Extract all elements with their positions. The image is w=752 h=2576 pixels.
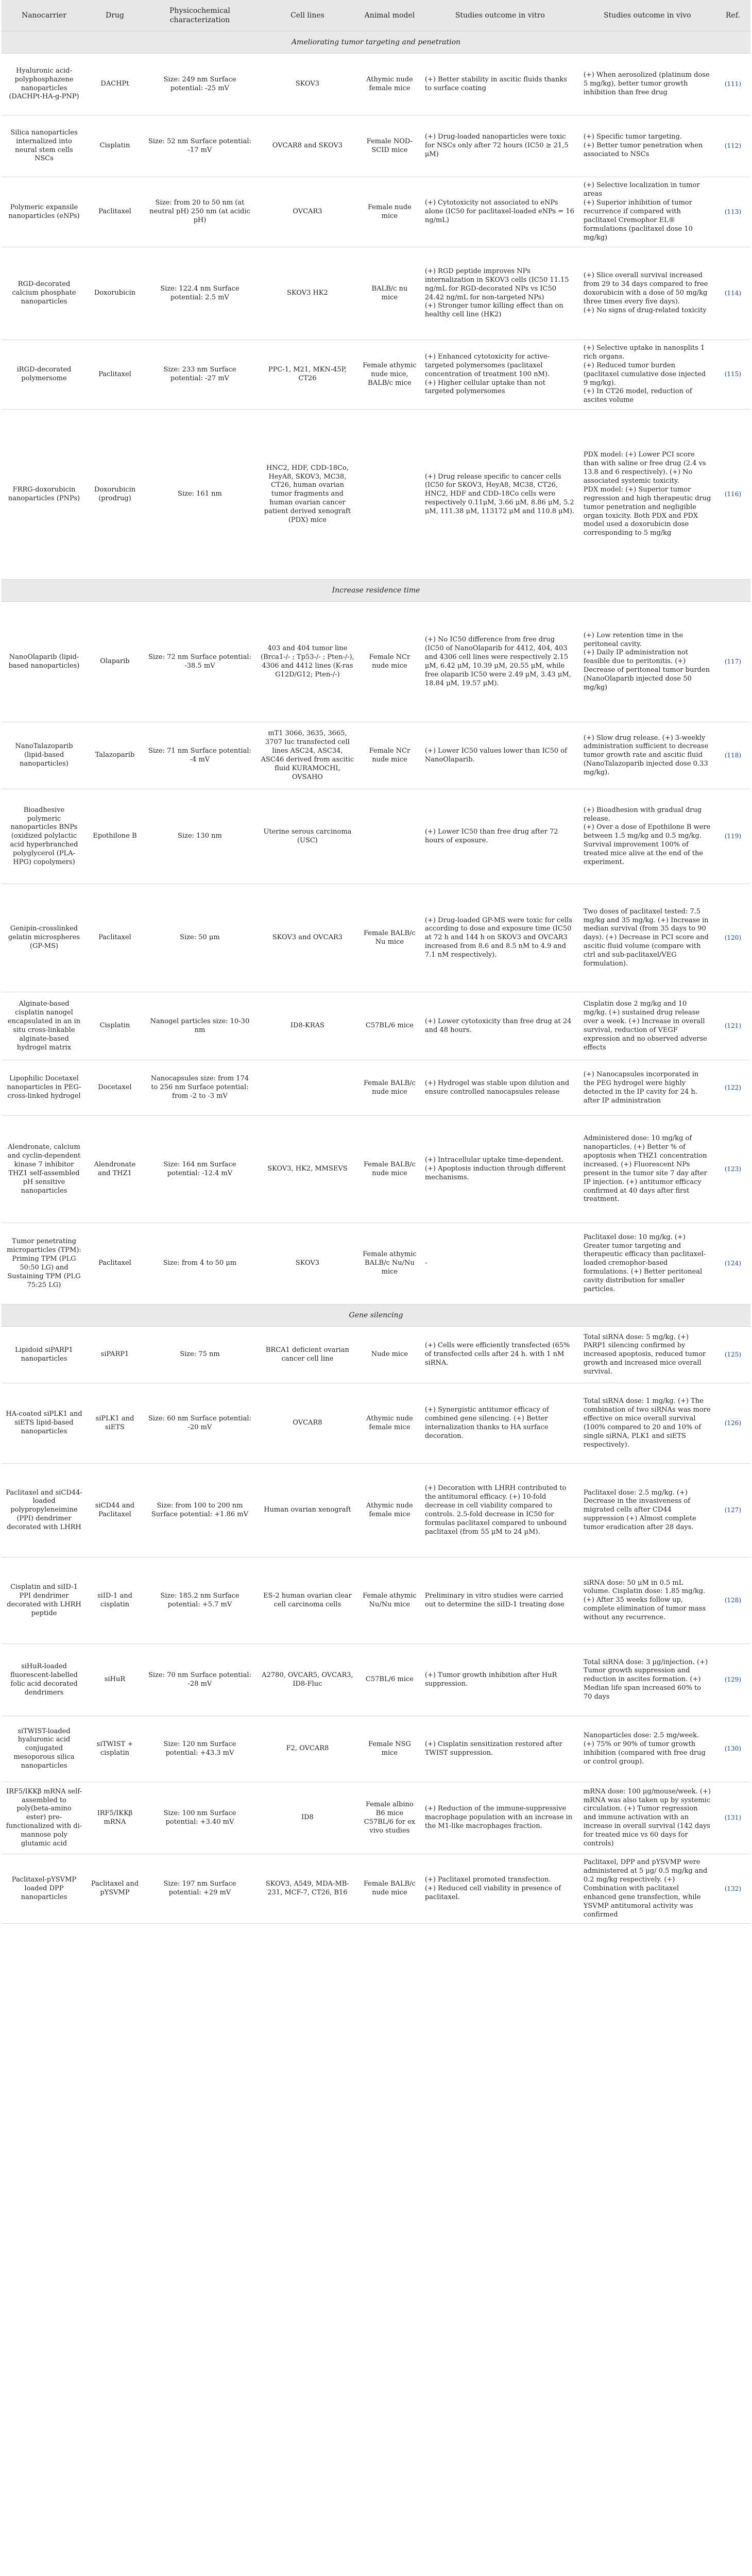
- in-vivo-cell: [579, 1557, 715, 1644]
- cell-line: Size: 70 nm Surface potential: -28 mV: [148, 1671, 251, 1688]
- cell-line: (+) Bioadhesion with gradual drug release.: [583, 806, 702, 823]
- reference-cell: (131): [715, 1782, 750, 1854]
- reference-cell: (129): [715, 1644, 750, 1716]
- table-row: [2, 1060, 750, 1116]
- cell-line: Size: 52 nm Surface potential: -17 mV: [148, 137, 251, 154]
- in-vivo-cell: [579, 722, 715, 789]
- reference-cell: (113): [715, 177, 750, 247]
- cell-line: (+) Lower IC50 values lower than IC50 of NanoOlaparib.: [424, 747, 567, 764]
- cell-lines-cell: OVCAR8 and SKOV3: [257, 115, 358, 177]
- physicochemical-cell: [143, 115, 257, 177]
- table-body: [2, 31, 750, 1924]
- in-vivo-cell: [579, 1223, 715, 1304]
- in-vivo-cell: [579, 177, 715, 247]
- section-title: Increase residence time: [2, 580, 750, 602]
- reference-cell: (125): [715, 1327, 750, 1383]
- table-row: [2, 722, 750, 789]
- animal-model-cell: C57BL/6 mice: [358, 992, 421, 1060]
- in-vivo-cell: [579, 410, 715, 580]
- table-row: [2, 1716, 750, 1782]
- in-vitro-cell: [421, 1383, 579, 1464]
- table-row: [2, 1223, 750, 1304]
- reference-cell: (124): [715, 1223, 750, 1304]
- in-vivo-cell: [579, 247, 715, 340]
- cell-lines-cell: ID8-KRAS: [257, 992, 358, 1060]
- animal-model-cell: Female NOD-SCID mice: [358, 115, 421, 177]
- drug-cell: Cisplatin: [87, 115, 143, 177]
- table-row: [2, 177, 750, 247]
- nanocarrier-cell: Cisplatin and siID-1 PPI dendrimer decorated with LHRH peptide: [2, 1557, 87, 1644]
- in-vitro-cell: [421, 789, 579, 884]
- cell-line: (+) Apoptosis induction through different mechanisms.: [424, 1165, 566, 1182]
- section-header-row: [2, 1304, 750, 1327]
- physicochemical-cell: [143, 602, 257, 722]
- animal-model-cell: Female athymic BALB/c Nu/Nu mice: [358, 1223, 421, 1304]
- cell-line: (+) Low retention time in the peritoneal cavity.: [583, 631, 683, 648]
- nanocarrier-cell: NanoTalazoparib (lipid-based nanoparticles): [2, 722, 87, 789]
- in-vivo-cell: [579, 1716, 715, 1782]
- column-header: Studies outcome in vivo: [579, 0, 715, 31]
- cell-line: PDX model: (+) Superior tumor regression and high therapeutic drug tumor penetration and negligible organ toxicity. Both PDX and PDX model used a doxorubicin dose corresponding to 5 mg/kg: [583, 485, 711, 537]
- cell-line: (+) No IC50 difference from free drug (IC50 of NanoOlaparib for 4412, 404, 403 and 4306 cell lines were respectively 2.15 μM, 6.42 μM, 10.39 μM, 20.55 μM, while free olaparib IC50 were 2.49 μM, 3.43 μM, 18.84 μM, 19.57 μM).: [424, 636, 571, 687]
- cell-line: Total siRNA dose: 1 mg/kg. (+) The combination of two siRNAs was more effective on mice overall survival (100% compared to 20 and 10% of single siRNA, PLK1 and siETS respectively).: [583, 1397, 711, 1449]
- cell-lines-cell: ES-2 human ovarian clear cell carcinoma cells: [257, 1557, 358, 1644]
- in-vitro-cell: [421, 247, 579, 340]
- in-vitro-cell: [421, 1854, 579, 1924]
- drug-cell: Paclitaxel: [87, 177, 143, 247]
- reference-cell: (130): [715, 1716, 750, 1782]
- cell-lines-cell: mT1 3066, 3635, 3665, 3707 luc transfected cell lines ASC24, ASC34, ASC46 derived from ascitic fluid KURAMOCHI, OVSAHO: [257, 722, 358, 789]
- drug-cell: DACHPt: [87, 54, 143, 115]
- cell-line: -: [424, 1259, 428, 1267]
- nanocarrier-cell: Polymeric expansile nanoparticles (eNPs): [2, 177, 87, 247]
- cell-line: Total siRNA dose: 5 mg/kg. (+) PARP1 silencing confirmed by increased apoptosis, reduced tumor growth and increased mice overall survival.: [583, 1333, 706, 1376]
- drug-cell: Epothilone B: [87, 789, 143, 884]
- reference-cell: (121): [715, 992, 750, 1060]
- table-row: [2, 247, 750, 340]
- column-header: Physicochemical characterization: [143, 0, 257, 31]
- cell-line: Size: from 4 to 50 μm: [163, 1259, 237, 1267]
- drug-cell: Paclitaxel: [87, 1223, 143, 1304]
- drug-cell: siPARP1: [87, 1327, 143, 1383]
- physicochemical-cell: [143, 1060, 257, 1116]
- nanocarrier-cell: Paclitaxel-pYSVMP loaded DPP nanoparticles: [2, 1854, 87, 1924]
- in-vitro-cell: [421, 884, 579, 992]
- nanocarrier-cell: siTWIST-loaded hyaluronic acid conjugated mesoporous silica nanoparticles: [2, 1716, 87, 1782]
- table-row: [2, 992, 750, 1060]
- animal-model-cell: [358, 410, 421, 580]
- in-vivo-cell: [579, 115, 715, 177]
- in-vitro-cell: [421, 1644, 579, 1716]
- cell-line: Size: 122.4 nm Surface potential: 2.5 mV: [160, 284, 240, 301]
- cell-line: (+) When aerosolized (platinum dose 5 mg/kg), better tumor growth inhibition than free drug: [583, 71, 710, 96]
- reference-cell: (128): [715, 1557, 750, 1644]
- cell-line: (+) Drug-loaded nanoparticles were toxic for NSCs only after 72 hours (IC50 ≥ 21,5 μM): [424, 133, 569, 158]
- cell-line: (+) Reduced cell viability in presence of paclitaxel.: [424, 1884, 561, 1901]
- cell-line: (+) Slow drug release. (+) 3-weekly administration sufficient to decrease tumor growth rate and ascitic fluid (NanoTalazoparib injected dose 0.33 mg/kg).: [583, 734, 709, 777]
- in-vitro-cell: [421, 1060, 579, 1116]
- cell-line: (+) Nanocapsules incorporated in the PEG hydrogel were highly detected in the IP cavity for 24 h. after IP administration: [583, 1070, 699, 1105]
- cell-line: (+) Cisplatin sensitization restored after TWIST suppression.: [424, 1740, 562, 1757]
- in-vitro-cell: [421, 1782, 579, 1854]
- table-row: [2, 1116, 750, 1223]
- cell-line: Size: 164 nm Surface potential: -12.4 mV: [163, 1160, 236, 1177]
- cell-line: PDX model: (+) Lower PCI score than with saline or free drug (2.4 vs 13.8 and 6 respectively). (+) No associated systemic toxicity.: [583, 451, 706, 485]
- physicochemical-cell: [143, 247, 257, 340]
- in-vivo-cell: [579, 602, 715, 722]
- table-row: [2, 1644, 750, 1716]
- cell-line: (+) Better stability in ascitic fluids thanks to surface coating: [424, 75, 567, 92]
- physicochemical-cell: [143, 1854, 257, 1924]
- nanocarrier-cell: Hyaluronic acid-polyphosphazene nanoparticles (DACHPt-HA-g-PNP): [2, 54, 87, 115]
- animal-model-cell: Female BALB/c nude mice: [358, 1854, 421, 1924]
- drug-cell: siHuR: [87, 1644, 143, 1716]
- cell-lines-cell: OVCAR3: [257, 177, 358, 247]
- physicochemical-cell: [143, 1557, 257, 1644]
- drug-cell: Doxorubicin (prodrug): [87, 410, 143, 580]
- animal-model-cell: Athymic nude female mice: [358, 1383, 421, 1464]
- cell-line: Size: 120 nm Surface potential: +43.3 mV: [163, 1740, 236, 1757]
- in-vivo-cell: [579, 1644, 715, 1716]
- cell-line: Two doses of paclitaxel tested: 7.5 mg/kg and 35 mg/kg. (+) Increase in median survival (from 35 days to 90 days). (+) Decrease in PCI score and ascitic fluid volume (compare with ctrl and sub-paclitaxel/VEG formulation).: [583, 907, 709, 968]
- in-vitro-cell: [421, 602, 579, 722]
- nanocarrier-cell: Tumor penetrating microparticles (TPM): Priming TPM (PLG 50:50 LG) and Sustaining TPM (PLG 75:25 LG): [2, 1223, 87, 1304]
- column-header: Cell lines: [257, 0, 358, 31]
- reference-cell: (123): [715, 1116, 750, 1223]
- reference-cell: (126): [715, 1383, 750, 1464]
- reference-cell: (111): [715, 54, 750, 115]
- animal-model-cell: C57BL/6 mice: [358, 1644, 421, 1716]
- drug-cell: Olaparib: [87, 602, 143, 722]
- nanocarrier-cell: FRRG-doxorubicin nanoparticles (PNPs): [2, 410, 87, 580]
- nanocarrier-cell: RGD-decorated calcium phosphate nanoparticles: [2, 247, 87, 340]
- table-row: [2, 1464, 750, 1557]
- column-header: Nanocarrier: [2, 0, 87, 31]
- in-vitro-cell: [421, 54, 579, 115]
- nanocarrier-cell: HA-coated siPLK1 and siETS lipid-based nanoparticles: [2, 1383, 87, 1464]
- in-vivo-cell: [579, 340, 715, 410]
- physicochemical-cell: [143, 722, 257, 789]
- nanocarrier-cell: Genipin-crosslinked gelatin microspheres (GP-MS): [2, 884, 87, 992]
- in-vitro-cell: [421, 992, 579, 1060]
- cell-line: Size: 233 nm Surface potential: -27 mV: [163, 366, 236, 383]
- in-vivo-cell: [579, 54, 715, 115]
- nanocarrier-cell: iRGD-decorated polymersome: [2, 340, 87, 410]
- cell-line: Size: 197 nm Surface potential: +29 mV: [163, 1880, 236, 1897]
- animal-model-cell: Female NCr nude mice: [358, 602, 421, 722]
- animal-model-cell: Athymic nude female mice: [358, 54, 421, 115]
- table-row: [2, 115, 750, 177]
- animal-model-cell: Female BALB/c nude mice: [358, 1116, 421, 1223]
- reference-cell: (112): [715, 115, 750, 177]
- drug-cell: Cisplatin: [87, 992, 143, 1060]
- table-row: [2, 1383, 750, 1464]
- cell-lines-cell: BRCA1 deficient ovarian cancer cell line: [257, 1327, 358, 1383]
- cell-line: (+) Tumor growth inhibition after HuR suppression.: [424, 1671, 557, 1688]
- cell-line: (+) Superior inhibition of tumor recurrence if compared with paclitaxel Cremophor EL® formulations (paclitaxel dose 10 mg/kg): [583, 199, 693, 242]
- section-title: Ameliorating tumor targeting and penetration: [2, 31, 750, 54]
- cell-lines-cell: SKOV3 HK2: [257, 247, 358, 340]
- nanocarrier-cell: Silica nanoparticles internalized into neural stem cells NSCs: [2, 115, 87, 177]
- cell-line: (+) Slice overall survival increased from 29 to 34 days compared to free doxorubicin with a dose of 50 mg/kg three times every five days).: [583, 272, 708, 306]
- table-row: [2, 884, 750, 992]
- table-row: [2, 410, 750, 580]
- table-row: [2, 1557, 750, 1644]
- reference-cell: (120): [715, 884, 750, 992]
- cell-line: Total siRNA dose: 3 µg/injection. (+) Tumor growth suppression and reduction in ascites formation. (+) Median life span increased 60% to 70 days: [583, 1658, 708, 1701]
- cell-lines-cell: SKOV3 and OVCAR3: [257, 884, 358, 992]
- cell-line: Size: 71 nm Surface potential: -4 mV: [148, 747, 251, 764]
- cell-lines-cell: OVCAR8: [257, 1383, 358, 1464]
- reference-cell: (115): [715, 340, 750, 410]
- in-vitro-cell: [421, 722, 579, 789]
- cell-lines-cell: [257, 1060, 358, 1116]
- table-row: [2, 340, 750, 410]
- in-vivo-cell: [579, 1060, 715, 1116]
- cell-line: (+) Reduced tumor burden (paclitaxel cumulative dose injected 9 mg/kg).: [583, 361, 706, 387]
- in-vivo-cell: [579, 1383, 715, 1464]
- animal-model-cell: [358, 789, 421, 884]
- cell-lines-cell: Uterine serous carcinoma (USC): [257, 789, 358, 884]
- cell-line: Size: 100 nm Surface potential: +3.40 mV: [163, 1809, 236, 1826]
- cell-line: Preliminary in vitro studies were carried out to determine the siID-1 treating dose: [424, 1591, 565, 1608]
- table-row: [2, 1782, 750, 1854]
- cell-line: (+) Cytotoxicity not associated to eNPs alone (IC50 for paclitaxel-loaded eNPs = 16 ng/mL): [424, 199, 574, 224]
- drug-cell: Talazoparib: [87, 722, 143, 789]
- cell-line: Size: 72 nm Surface potential: -38.5 mV: [148, 653, 251, 670]
- in-vitro-cell: [421, 1116, 579, 1223]
- cell-line: Size: 60 nm Surface potential: -20 mV: [148, 1414, 251, 1431]
- in-vitro-cell: [421, 1464, 579, 1557]
- nanocarrier-cell: NanoOlaparib (lipid-based nanoparticles): [2, 602, 87, 722]
- cell-line: mRNA dose: 100 μg/mouse/week. (+) mRNA was also taken up by systemic circulation. (+) Tumor regression and immune activation with an increase in overall survival (142 days for treated mice vs 60 days for controls): [583, 1787, 711, 1848]
- drug-cell: Paclitaxel: [87, 884, 143, 992]
- in-vitro-cell: [421, 177, 579, 247]
- cell-line: Size: from 100 to 200 nm Surface potential: +1.86 mV: [151, 1501, 248, 1518]
- in-vitro-cell: [421, 1557, 579, 1644]
- cell-line: (+) Paclitaxel promoted transfection.: [424, 1876, 551, 1884]
- cell-line: (+) Specific tumor targeting.: [583, 133, 682, 141]
- cell-line: Size: 130 nm: [178, 832, 222, 840]
- table-row: [2, 789, 750, 884]
- reference-cell: (127): [715, 1464, 750, 1557]
- in-vivo-cell: [579, 992, 715, 1060]
- in-vivo-cell: [579, 1464, 715, 1557]
- in-vitro-cell: [421, 340, 579, 410]
- animal-model-cell: Female athymic Nu/Nu mice: [358, 1557, 421, 1644]
- physicochemical-cell: [143, 992, 257, 1060]
- physicochemical-cell: [143, 1782, 257, 1854]
- nanocarrier-cell: Lipophilic Docetaxel nanoparticles in PEG-cross-linked hydrogel: [2, 1060, 87, 1116]
- in-vitro-cell: [421, 1223, 579, 1304]
- header-row: [2, 0, 750, 31]
- cell-line: Size: 50 μm: [180, 934, 220, 942]
- table-row: [2, 54, 750, 115]
- drug-cell: Paclitaxel: [87, 340, 143, 410]
- cell-lines-cell: SKOV3, HK2, MMSEVS: [257, 1116, 358, 1223]
- in-vivo-cell: [579, 1116, 715, 1223]
- physicochemical-cell: [143, 1644, 257, 1716]
- physicochemical-cell: [143, 1464, 257, 1557]
- in-vitro-cell: [421, 1716, 579, 1782]
- animal-model-cell: Athymic nude female mice: [358, 1464, 421, 1557]
- column-header: Animal model: [358, 0, 421, 31]
- nanocarrier-cell: IRF5/IKKβ mRNA self-assembled to poly(beta-amino ester) pre-functionalized with di-mannose poly glutamic acid: [2, 1782, 87, 1854]
- cell-line: (+) Enhanced cytotoxicity for active-targeted polymersomes (paclitaxel concentration of treatment 100 nM).: [424, 352, 550, 378]
- cell-line: Size: 185.2 nm Surface potential: +5.7 mV: [160, 1591, 240, 1608]
- drug-cell: siCD44 and Paclitaxel: [87, 1464, 143, 1557]
- physicochemical-cell: [143, 789, 257, 884]
- in-vivo-cell: [579, 1327, 715, 1383]
- cell-line: Paclitaxel dose: 2.5 mg/kg. (+) Decrease in the invasiveness of migrated cells after CD44 suppression (+) Almost complete tumor eradication after 28 days.: [583, 1488, 696, 1532]
- cell-line: (+) Lower cytotoxicity than free drug at 24 and 48 hours.: [424, 1017, 572, 1034]
- drug-cell: Paclitaxel and pYSVMP: [87, 1854, 143, 1924]
- physicochemical-cell: [143, 1716, 257, 1782]
- cell-line: (+) Drug-loaded GP-MS were toxic for cells according to dose and exposure time (IC50 at 72 h and 144 h on SKOV3 and OVCAR3 increased from 8.6 and 8.5 nM to 4.9 and 7.1 nM respectively).: [424, 916, 572, 959]
- cell-lines-cell: ID8: [257, 1782, 358, 1854]
- nanocarrier-cell: Alendronate, calcium and cyclin-dependent kinase 7 inhibitor THZ1 self-assembled pH sensitive nanoparticles: [2, 1116, 87, 1223]
- in-vitro-cell: [421, 410, 579, 580]
- reference-cell: (119): [715, 789, 750, 884]
- drug-cell: siTWIST + cisplatin: [87, 1716, 143, 1782]
- nanocarrier-cell: Lipidoid siPARP1 nanoparticles: [2, 1327, 87, 1383]
- cell-line: (+) RGD peptide improves NPs internalization in SKOV3 cells (IC50 11.15 ng/mL for RGD-decorated NPs vs IC50 24.42 ng/mL for non-targeted NPs): [424, 267, 569, 301]
- cell-line: (+) Cells were efficiently transfected (65% of transfected cells after 24 h. with 1 nM siRNA.: [424, 1342, 570, 1367]
- cell-line: (+) Daily IP administration not feasible due to peritonitis. (+) Decrease of peritoneal tumor burden (NanoOlaparib injected dose 50 mg/kg): [583, 649, 710, 691]
- cell-line: Cisplatin dose 2 mg/kg and 10 mg/kg. (+) sustained drug release over a week. (+) Increase in overall survival, reduction of VEGF expression and no observed adverse effects: [583, 1000, 707, 1052]
- column-header: Ref.: [715, 0, 750, 31]
- cell-line: Administered dose: 10 mg/kg of nanoparticles. (+) Better % of apoptosis when THZ1 concentration increased. (+) Fluorescent NPs present in the tumor site 7 day after IP injection. (+) antitumor efficacy confirmed at 40 days after first treatment.: [583, 1134, 707, 1204]
- cell-lines-cell: SKOV3, A549, MDA-MB-231, MCF-7, CT26, B16: [257, 1854, 358, 1924]
- reference-cell: (132): [715, 1854, 750, 1924]
- table-row: [2, 602, 750, 722]
- physicochemical-cell: [143, 54, 257, 115]
- reference-cell: (116): [715, 410, 750, 580]
- cell-line: (+) Stronger tumor killing effect than on healthy cell line (HK2): [424, 302, 563, 319]
- cell-line: (+) No signs of drug-related toxicity: [583, 306, 707, 314]
- drug-cell: Docetaxel: [87, 1060, 143, 1116]
- cell-line: (+) Hydrogel was stable upon dilution and ensure controlled nanocapsules release: [424, 1079, 570, 1096]
- in-vivo-cell: [579, 789, 715, 884]
- cell-line: Paclitaxel, DPP and pYSVMP were administered at 5 µg/ 0.5 mg/kg and 0.2 mg/kg respectively. (+) Combination with paclitaxel enhanced gene transfection, while YSVMP antitumoral activity was confirmed: [583, 1858, 708, 1919]
- cell-line: Nanocapsules size: from 174 to 256 nm Surface potential: from -2 to -3 mV: [150, 1075, 249, 1100]
- cell-line: Size: from 20 to 50 nm (at neutral pH) 250 nm (at acidic pH): [149, 199, 250, 224]
- drug-cell: Alendronate and THZ1: [87, 1116, 143, 1223]
- animal-model-cell: Female nude mice: [358, 177, 421, 247]
- cell-line: (+) Better tumor penetration when associated to NSCs: [583, 142, 703, 158]
- nanocarrier-table: [2, 0, 750, 1924]
- cell-line: Nanoparticles dose: 2.5 mg/week. (+) 75% or 90% of tumor growth inhibition (compared with free drug or control group).: [583, 1731, 706, 1766]
- physicochemical-cell: [143, 1383, 257, 1464]
- reference-cell: (114): [715, 247, 750, 340]
- cell-line: (+) Over a dose of Epothilone B were between 1.5 mg/kg and 0.5 mg/kg. Survival improvement 100% of treated mice alive at the end of the experiment.: [583, 823, 711, 866]
- animal-model-cell: Female NSG mice: [358, 1716, 421, 1782]
- drug-cell: siID-1 and cisplatin: [87, 1557, 143, 1644]
- cell-line: Paclitaxel dose: 10 mg/kg. (+) Greater tumor targeting and therapeutic efficacy than paclitaxel-loaded cremophor-based formulations. (+) Better peritoneal cavity distribution for smaller particles.: [583, 1233, 706, 1293]
- cell-line: (+) Selective localization in tumor areas: [583, 181, 700, 198]
- animal-model-cell: Female athymic nude mice, BALB/c mice: [358, 340, 421, 410]
- table-row: [2, 1854, 750, 1924]
- physicochemical-cell: [143, 884, 257, 992]
- cell-line: Nanogel particles size: 10-30 nm: [150, 1017, 250, 1034]
- animal-model-cell: Female BALB/c Nu mice: [358, 884, 421, 992]
- drug-cell: Doxorubicin: [87, 247, 143, 340]
- cell-line: siRNA dose: 50 μM in 0.5 mL volume. Cisplatin dose: 1.85 mg/kg. (+) After 35 weeks follow up, complete elimination of tumor mass without any recurrence.: [583, 1579, 706, 1622]
- cell-lines-cell: PPC-1, M21, MKN-45P, CT26: [257, 340, 358, 410]
- table-row: [2, 1327, 750, 1383]
- cell-lines-cell: A2780, OVCAR5, OVCAR3, ID8-Fluc: [257, 1644, 358, 1716]
- nanocarrier-cell: siHuR-loaded fluorescent-labelled folic acid decorated dendrimers: [2, 1644, 87, 1716]
- cell-line: (+) Intracellular uptake time-dependent.: [424, 1156, 563, 1164]
- section-header-row: [2, 31, 750, 54]
- physicochemical-cell: [143, 1327, 257, 1383]
- animal-model-cell: BALB/c nu mice: [358, 247, 421, 340]
- column-header: Studies outcome in vitro: [421, 0, 579, 31]
- cell-lines-cell: Human ovarian xenograft: [257, 1464, 358, 1557]
- in-vitro-cell: [421, 115, 579, 177]
- cell-lines-cell: 403 and 404 tumor line (Brca1-/- ; Tp53-/- ; Pten-/-), 4306 and 4412 lines (K-ras G12D/G12; Pten-/-): [257, 602, 358, 722]
- cell-line: (+) Selective uptake in nanosplits 1 rich organs.: [583, 344, 705, 361]
- cell-line: (+) Lower IC50 than free drug after 72 hours of exposure.: [424, 827, 558, 844]
- cell-line: Size: 161 nm: [178, 490, 222, 498]
- section-title: Gene silencing: [2, 1304, 750, 1327]
- reference-cell: (117): [715, 602, 750, 722]
- nanocarrier-cell: Paclitaxel and siCD44-loaded polypropyleneimine (PPI) dendrimer decorated with LHRH: [2, 1464, 87, 1557]
- section-header-row: [2, 580, 750, 602]
- nanocarrier-cell: Alginate-based cisplatin nanogel encapsulated in an in situ cross-linkable alginate-based hydrogel matrix: [2, 992, 87, 1060]
- in-vivo-cell: [579, 1782, 715, 1854]
- cell-lines-cell: SKOV3: [257, 1223, 358, 1304]
- animal-model-cell: Female NCr nude mice: [358, 722, 421, 789]
- physicochemical-cell: [143, 1116, 257, 1223]
- physicochemical-cell: [143, 340, 257, 410]
- cell-line: Size: 249 nm Surface potential: -25 mV: [163, 75, 236, 92]
- cell-lines-cell: HNC2, HDF, CDD-18Co, HeyA8, SKOV3, MC38, CT26, human ovarian tumor fragments and human ovarian cancer patient derived xenograft (PDX) mice: [257, 410, 358, 580]
- drug-cell: IRF5/IKKβ mRNA: [87, 1782, 143, 1854]
- in-vitro-cell: [421, 1327, 579, 1383]
- nanocarrier-cell: Bioadhesive polymeric nanoparticles BNPs (oxidized polylactic acid hyperbranched polyglycerol (PLA-HPG) copolymers): [2, 789, 87, 884]
- drug-cell: siPLK1 and siETS: [87, 1383, 143, 1464]
- in-vivo-cell: [579, 884, 715, 992]
- animal-model-cell: Nude mice: [358, 1327, 421, 1383]
- cell-line: Size: 75 nm: [180, 1350, 220, 1359]
- physicochemical-cell: [143, 410, 257, 580]
- animal-model-cell: Female albino B6 mice C57BL/6 for ex vivo studies: [358, 1782, 421, 1854]
- cell-line: (+) Synergistic antitumor efficacy of combined gene silencing. (+) Better internalization thanks to HA surface decoration.: [424, 1405, 549, 1440]
- column-header: Drug: [87, 0, 143, 31]
- physicochemical-cell: [143, 177, 257, 247]
- cell-line: (+) In CT26 model, reduction of ascites volume: [583, 387, 692, 404]
- cell-lines-cell: F2, OVCAR8: [257, 1716, 358, 1782]
- cell-line: (+) Drug release specific to cancer cells (IC50 for SKOV3, HeyA8, MC38, CT26, HNC2, HDF and CDD-18Co cells were respectively 0.11μM, 3.66 μM, 8.86 μM, 5.2 μM, 111.38 μM, 113172 μM and 110.8 μM).: [424, 472, 575, 516]
- cell-line: (+) Reduction of the immune-suppressive macrophage population with an increase in the M1-like macrophages fraction.: [424, 1805, 573, 1831]
- reference-cell: (118): [715, 722, 750, 789]
- cell-lines-cell: SKOV3: [257, 54, 358, 115]
- animal-model-cell: Female BALB/c nude mice: [358, 1060, 421, 1116]
- in-vivo-cell: [579, 1854, 715, 1924]
- physicochemical-cell: [143, 1223, 257, 1304]
- reference-cell: (122): [715, 1060, 750, 1116]
- cell-line: (+) Decoration with LHRH contributed to the antitumoral efficacy. (+) 10-fold decrease in cell viability compared to controls. 2.5-fold decrease in IC50 for formulas paclitaxel compared to unbound paclitaxel (from 55 µM to 24 µM).: [424, 1484, 567, 1536]
- cell-line: (+) Higher cellular uptake than not targeted polymersomes: [424, 379, 545, 396]
